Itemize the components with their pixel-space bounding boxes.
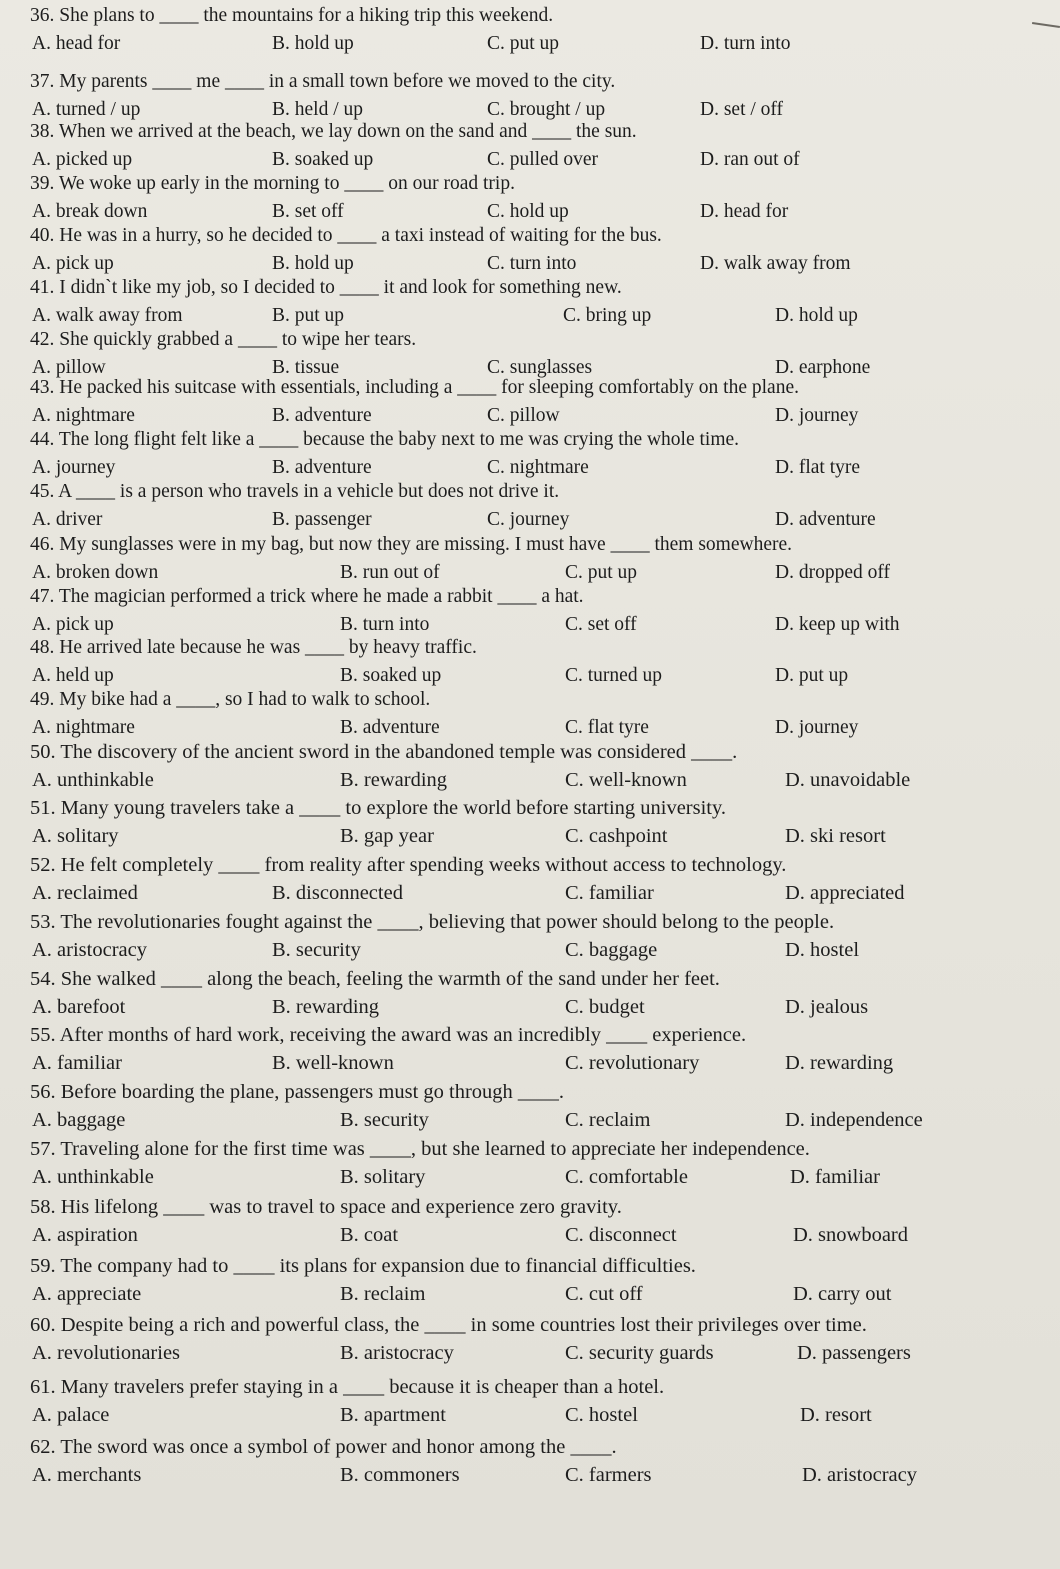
option-b: B. rewarding [340, 769, 448, 791]
option-c: C. hostel [565, 1404, 638, 1426]
option-b: B. soaked up [340, 665, 442, 686]
question-stem: 39. We woke up early in the morning to ____ on our road trip. [30, 173, 515, 194]
option-d: D. turn into [700, 33, 791, 54]
option-c: C. hold up [487, 201, 569, 222]
question-46 [0, 533, 1060, 591]
option-a: A. aristocracy [32, 939, 147, 961]
option-a: A. break down [32, 201, 148, 222]
question-47 [0, 585, 1060, 643]
option-c: C. cashpoint [565, 825, 668, 847]
option-a: A. palace [32, 1404, 110, 1426]
option-a: A. journey [32, 457, 116, 478]
question-58 [0, 1195, 1060, 1253]
question-stem: 54. She walked ____ along the beach, feeling the warmth of the sand under her feet. [30, 968, 720, 990]
option-c: C. cut off [565, 1283, 643, 1305]
question-62 [0, 1435, 1060, 1493]
option-c: C. brought / up [487, 99, 606, 120]
option-a: A. head for [32, 33, 121, 54]
option-a: A. picked up [32, 149, 133, 170]
question-stem: 52. He felt completely ____ from reality after spending weeks without access to technology. [30, 854, 787, 876]
option-c: C. budget [565, 996, 645, 1018]
question-stem: 53. The revolutionaries fought against the ____, believing that power should belong to the people. [30, 911, 835, 933]
question-57 [0, 1137, 1060, 1195]
option-c: C. comfortable [565, 1166, 688, 1188]
question-stem: 57. Traveling alone for the first time was ____, but she learned to appreciate her independence. [30, 1138, 810, 1160]
option-d: D. journey [775, 717, 859, 738]
option-a: A. nightmare [32, 405, 135, 426]
option-a: A. turned / up [32, 99, 141, 120]
option-c: C. revolutionary [565, 1052, 700, 1074]
question-49 [0, 688, 1060, 746]
option-b: B. well-known [272, 1052, 394, 1074]
option-d: D. rewarding [785, 1052, 894, 1074]
option-b: B. soaked up [272, 149, 374, 170]
option-d: D. carry out [793, 1283, 892, 1305]
option-b: B. run out of [340, 562, 440, 583]
option-c: C. pillow [487, 405, 560, 426]
option-d: D. jealous [785, 996, 869, 1018]
option-b: B. set off [272, 201, 344, 222]
option-c: C. pulled over [487, 149, 599, 170]
option-b: B. disconnected [272, 882, 403, 904]
option-d: D. hold up [775, 305, 858, 326]
question-53 [0, 910, 1060, 968]
option-d: D. passengers [797, 1342, 911, 1364]
option-b: B. reclaim [340, 1283, 426, 1305]
question-stem: 46. My sunglasses were in my bag, but now they are missing. I must have ____ them somewhere. [30, 534, 792, 555]
option-a: A. unthinkable [32, 1166, 154, 1188]
question-50 [0, 740, 1060, 798]
question-41 [0, 276, 1060, 334]
option-c: C. journey [487, 509, 570, 530]
option-d: D. set / off [700, 99, 784, 120]
option-b: B. adventure [272, 405, 372, 426]
option-a: A. broken down [32, 562, 159, 583]
option-b: B. apartment [340, 1404, 446, 1426]
question-stem: 40. He was in a hurry, so he decided to ____ a taxi instead of waiting for the bus. [30, 225, 662, 246]
option-c: C. flat tyre [565, 717, 649, 738]
question-59 [0, 1254, 1060, 1312]
option-b: B. put up [272, 305, 345, 326]
option-d: D. ski resort [785, 825, 886, 847]
option-c: C. turn into [487, 253, 577, 274]
question-stem: 37. My parents ____ me ____ in a small town before we moved to the city. [30, 71, 616, 92]
option-b: B. rewarding [272, 996, 380, 1018]
option-a: A. walk away from [32, 305, 183, 326]
option-a: A. pick up [32, 253, 114, 274]
option-d: D. flat tyre [775, 457, 861, 478]
question-stem: 49. My bike had a ____, so I had to walk to school. [30, 689, 431, 710]
option-d: D. head for [700, 201, 789, 222]
option-c: C. bring up [563, 305, 652, 326]
option-d: D. independence [785, 1109, 923, 1131]
option-d: D. appreciated [785, 882, 905, 904]
option-d: D. unavoidable [785, 769, 911, 791]
option-c: C. set off [565, 614, 637, 635]
option-b: B. held / up [272, 99, 363, 120]
option-c: C. put up [565, 562, 638, 583]
option-a: A. held up [32, 665, 114, 686]
option-b: B. passenger [272, 509, 372, 530]
option-b: B. gap year [340, 825, 434, 847]
question-stem: 61. Many travelers prefer staying in a ____ because it is cheaper than a hotel. [30, 1376, 665, 1398]
question-51 [0, 796, 1060, 854]
option-a: A. pick up [32, 614, 114, 635]
option-d: D. snowboard [793, 1224, 909, 1246]
question-36 [0, 4, 1060, 62]
question-stem: 41. I didn`t like my job, so I decided to ____ it and look for something new. [30, 277, 622, 298]
option-d: D. walk away from [700, 253, 851, 274]
question-40 [0, 224, 1060, 282]
option-d: D. journey [775, 405, 859, 426]
option-b: B. adventure [272, 457, 372, 478]
option-d: D. ran out of [700, 149, 800, 170]
question-45 [0, 480, 1060, 538]
option-c: C. nightmare [487, 457, 589, 478]
option-a: A. unthinkable [32, 769, 154, 791]
question-stem: 48. He arrived late because he was ____ by heavy traffic. [30, 637, 477, 658]
question-stem: 45. A ____ is a person who travels in a vehicle but does not drive it. [30, 481, 560, 502]
option-d: D. resort [800, 1404, 872, 1426]
question-stem: 56. Before boarding the plane, passengers must go through ____. [30, 1081, 565, 1103]
option-b: B. tissue [272, 357, 340, 378]
option-b: B. solitary [340, 1166, 426, 1188]
question-stem: 55. After months of hard work, receiving the award was an incredibly ____ experience. [30, 1024, 747, 1046]
question-stem: 62. The sword was once a symbol of power and honor among the ____. [30, 1436, 617, 1458]
question-stem: 47. The magician performed a trick where he made a rabbit ____ a hat. [30, 586, 584, 607]
option-c: C. familiar [565, 882, 654, 904]
option-b: B. security [340, 1109, 429, 1131]
question-stem: 51. Many young travelers take a ____ to explore the world before starting university. [30, 797, 727, 819]
option-c: C. security guards [565, 1342, 714, 1364]
option-b: B. security [272, 939, 361, 961]
option-a: A. pillow [32, 357, 106, 378]
option-a: A. familiar [32, 1052, 122, 1074]
option-b: B. hold up [272, 253, 354, 274]
option-a: A. merchants [32, 1464, 142, 1486]
option-a: A. solitary [32, 825, 119, 847]
option-b: B. turn into [340, 614, 430, 635]
option-b: B. hold up [272, 33, 354, 54]
option-c: C. baggage [565, 939, 658, 961]
option-d: D. keep up with [775, 614, 900, 635]
option-d: D. earphone [775, 357, 871, 378]
option-c: C. disconnect [565, 1224, 677, 1246]
question-43 [0, 376, 1060, 434]
option-c: C. put up [487, 33, 560, 54]
question-stem: 44. The long flight felt like a ____ because the baby next to me was crying the whole time. [30, 429, 740, 450]
option-a: A. driver [32, 509, 103, 530]
option-a: A. revolutionaries [32, 1342, 181, 1364]
option-a: A. aspiration [32, 1224, 138, 1246]
option-a: A. barefoot [32, 996, 126, 1018]
question-stem: 42. She quickly grabbed a ____ to wipe her tears. [30, 329, 417, 350]
option-d: D. hostel [785, 939, 860, 961]
option-d: D. adventure [775, 509, 876, 530]
question-stem: 59. The company had to ____ its plans for expansion due to financial difficulties. [30, 1255, 696, 1277]
option-d: D. familiar [790, 1166, 880, 1188]
question-48 [0, 636, 1060, 694]
question-stem: 58. His lifelong ____ was to travel to space and experience zero gravity. [30, 1196, 622, 1218]
question-stem: 60. Despite being a rich and powerful class, the ____ in some countries lost their privileges over time. [30, 1314, 867, 1336]
question-56 [0, 1080, 1060, 1138]
question-61 [0, 1375, 1060, 1433]
question-44 [0, 428, 1060, 486]
option-d: D. aristocracy [802, 1464, 917, 1486]
option-b: B. coat [340, 1224, 399, 1246]
option-a: A. appreciate [32, 1283, 142, 1305]
option-c: C. farmers [565, 1464, 652, 1486]
question-39 [0, 172, 1060, 230]
question-stem: 43. He packed his suitcase with essentials, including a ____ for sleeping comfortably on the plane. [30, 377, 799, 398]
option-c: C. reclaim [565, 1109, 651, 1131]
question-60 [0, 1313, 1060, 1371]
question-38 [0, 120, 1060, 178]
option-b: B. adventure [340, 717, 440, 738]
option-c: C. turned up [565, 665, 662, 686]
question-52 [0, 853, 1060, 911]
question-stem: 38. When we arrived at the beach, we lay down on the sand and ____ the sun. [30, 121, 637, 142]
option-a: A. baggage [32, 1109, 126, 1131]
option-b: B. aristocracy [340, 1342, 454, 1364]
question-54 [0, 967, 1060, 1025]
option-a: A. nightmare [32, 717, 135, 738]
option-c: C. sunglasses [487, 357, 593, 378]
question-55 [0, 1023, 1060, 1081]
option-d: D. dropped off [775, 562, 890, 583]
option-b: B. commoners [340, 1464, 460, 1486]
question-stem: 50. The discovery of the ancient sword in the abandoned temple was considered ____. [30, 741, 738, 763]
option-c: C. well-known [565, 769, 687, 791]
option-d: D. put up [775, 665, 849, 686]
question-stem: 36. She plans to ____ the mountains for a hiking trip this weekend. [30, 5, 554, 26]
option-a: A. reclaimed [32, 882, 138, 904]
